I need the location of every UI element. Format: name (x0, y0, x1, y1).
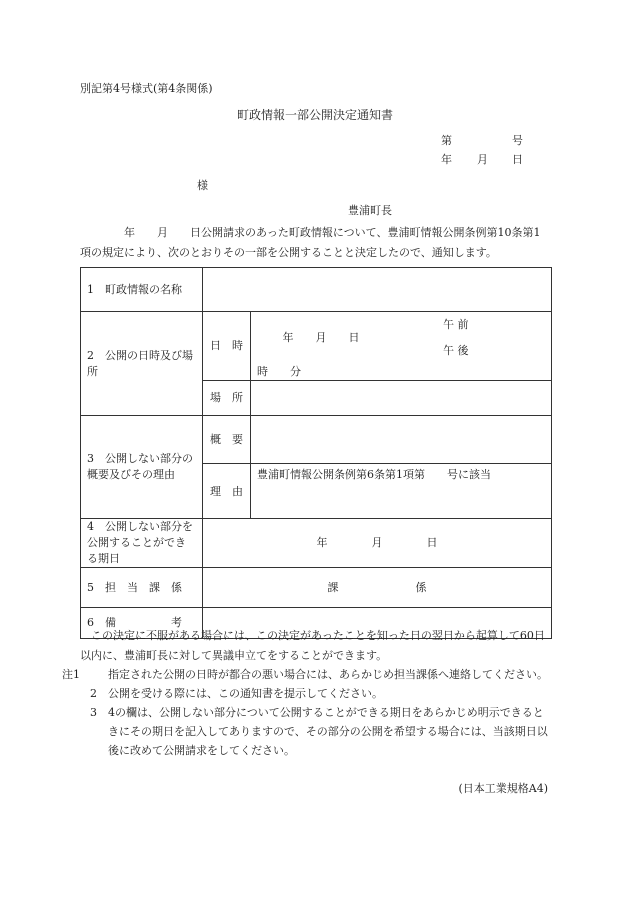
sub-label-datetime: 日 時 (203, 312, 251, 381)
future-date-value: 年 月 日 (203, 519, 552, 568)
note-text: 指定された公開の日時が都合の悪い場合には、あらかじめ担当課係へ連絡してください。 (108, 668, 548, 681)
datetime-value (251, 312, 552, 381)
note-label: 注1 (62, 668, 80, 681)
date-month: 月 (477, 153, 488, 166)
place-value (251, 381, 552, 416)
department-value: 課 係 (203, 568, 552, 608)
document-title: 町政情報一部公開決定通知書 (237, 108, 394, 122)
table-row (81, 416, 552, 464)
table-row (81, 519, 552, 568)
row-label-future-date: 4 公開しない部分を公開することができる期日 (81, 519, 203, 568)
list-item (62, 665, 550, 684)
datetime-ymd: 年 月 日 (282, 331, 360, 344)
sub-label-place: 場 所 (203, 381, 251, 416)
row-label-name: 1 町政情報の名称 (81, 268, 203, 312)
paper-size-note: (日本工業規格A4) (458, 782, 548, 795)
note-label: 2 (90, 687, 97, 700)
sub-label-reason: 理 由 (203, 464, 251, 519)
sub-label-summary: 概 要 (203, 416, 251, 464)
list-item (80, 703, 550, 760)
date-day: 日 (512, 153, 523, 166)
pm-label: 午 後 (443, 344, 469, 357)
number-prefix: 第 (441, 134, 452, 147)
row-value-name (203, 268, 552, 312)
notes-list (62, 665, 550, 760)
reason-value: 豊浦町情報公開条例第6条第1項第 号に該当 (251, 464, 552, 519)
table-row (81, 312, 552, 381)
objection-paragraph: この決定に不服がある場合には、この決定があったことを知った日の翌日から起算して60日以内に、豊浦町長に対して異議申立てをすることができます。 (80, 629, 545, 662)
table-row (81, 568, 552, 608)
datetime-hm: 時 分 (257, 365, 301, 378)
summary-value (251, 416, 552, 464)
am-label: 午 前 (443, 318, 469, 331)
sender-name: 豊浦町長 (348, 204, 392, 217)
table-row (81, 268, 552, 312)
note-label: 3 (90, 706, 97, 719)
addressee-honorific: 様 (197, 179, 208, 192)
intro-paragraph: 年 月 日公開請求のあった町政情報について、豊浦町情報公開条例第10条第1項の規定により、次のとおりその一部を公開することと決定したので、通知します。 (80, 226, 541, 259)
row-label-withheld: 3 公開しない部分の概要及びその理由 (81, 416, 203, 519)
number-suffix: 号 (512, 134, 523, 147)
list-item (80, 684, 550, 703)
row-label-remarks: 6 備 考 (81, 608, 203, 639)
row-label-datetime-place: 2 公開の日時及び場所 (81, 312, 203, 416)
note-text: 4の欄は、公開しない部分について公開することができる期日をあらかじめ明示できるときにその期日を記入してありますので、その部分の公開を希望する場合には、当該期日以後に改めて公開請求をしてください。 (108, 706, 548, 757)
note-text: 公開を受ける際には、この通知書を提示してください。 (108, 687, 383, 700)
date-year: 年 (441, 153, 452, 166)
ampm-group (443, 312, 469, 364)
form-number: 別記第4号様式(第4条関係) (80, 82, 213, 95)
row-label-department: 5 担 当 課 係 (81, 568, 203, 608)
disclosure-table (80, 267, 552, 639)
